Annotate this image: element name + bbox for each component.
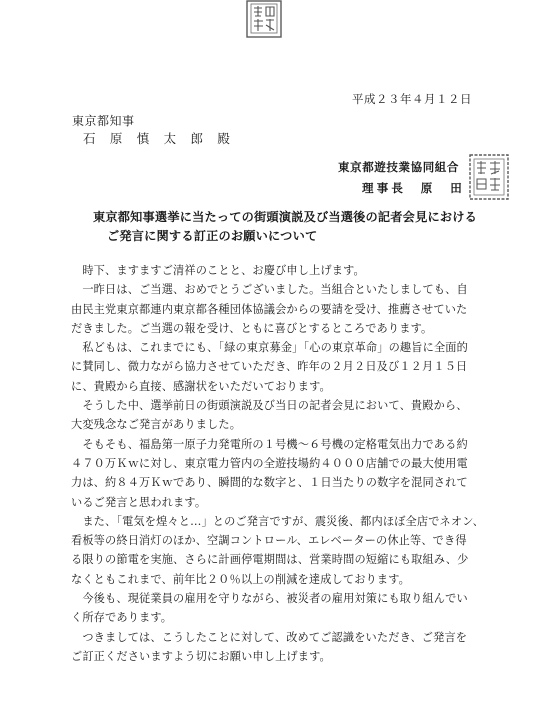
receipt-stamp-icon bbox=[244, 0, 284, 40]
body-line: 力は、約８４万Ｋｗであり、瞬間的な数字と、１日当たりの数字を混同されて bbox=[71, 476, 468, 490]
body-line: に賛同し、微力ながら協力させていただき、昨年の２月２日及び１２月１５日 bbox=[71, 360, 468, 374]
letter-body bbox=[71, 261, 491, 666]
body-line: 一昨日は、ご当選、おめでとうございました。当組合といたしましても、自 bbox=[71, 283, 468, 297]
body-line: そうした中、選挙前日の街頭演説及び当日の記者会見において、貴殿から、 bbox=[71, 399, 468, 413]
sender-seal-icon bbox=[466, 152, 512, 204]
body-line: 時下、ますますご清祥のことと、お慶び申し上げます。 bbox=[71, 264, 365, 277]
body-line: だきました。ご当選の報を受け、ともに喜びとするところであります。 bbox=[71, 321, 433, 335]
body-line: なくともこれまで、前年比２０％以上の削減を達成しております。 bbox=[71, 572, 411, 586]
letter-subject bbox=[93, 208, 477, 246]
body-line: いるご発言と思われます。 bbox=[71, 495, 207, 509]
sender-organization: 東京都遊技業協同組合 bbox=[338, 160, 459, 174]
body-line: る限りの節電を実施、さらに計画停電期間は、営業時間の短縮にも取組み、少 bbox=[71, 553, 469, 567]
body-line: つきましては、こうしたことに対して、改めてご認識をいただき、ご発言を bbox=[71, 630, 468, 644]
sender-name: 理事長 原 田 bbox=[362, 181, 465, 195]
recipient-organization: 東京都知事 bbox=[72, 114, 135, 128]
body-line: そもそも、福島第一原子力発電所の１号機～６号機の定格電気出力である約 bbox=[71, 437, 468, 451]
subject-line: ご発言に関する訂正のお願いについて bbox=[107, 229, 318, 243]
body-line: ご訂正くださいますよう切にお願い申し上げます。 bbox=[71, 649, 331, 663]
body-line: 大変残念なご発言がありました。 bbox=[71, 418, 242, 432]
recipient-name: 石 原 慎 太 郎 殿 bbox=[83, 131, 236, 146]
letter-date: 平成２３年４月１２日 bbox=[352, 92, 472, 106]
body-line: 私どもは、これまでにも、「緑の東京募金」「心の東京革命」の趣旨に全面的 bbox=[71, 341, 468, 355]
body-line: ４７０万Ｋｗに対し、東京電力管内の全遊技場約４０００店舗での最大使用電 bbox=[71, 456, 468, 470]
body-line: く所存であります。 bbox=[71, 611, 173, 625]
body-line: 由民主党東京都連内東京都各種団体協議会からの要請を受け、推薦させていた bbox=[71, 302, 468, 316]
subject-line: 東京都知事選挙に当たっての街頭演説及び当選後の記者会見における bbox=[93, 210, 478, 224]
body-line: また、「電気を煌々と…」とのご発言ですが、震災後、都内ほぼ全店でネオン、 bbox=[71, 514, 484, 528]
body-line: 看板等の終日消灯のほか、空調コントロール、エレベーターの休止等、でき得 bbox=[71, 534, 467, 548]
body-line: 今後も、現従業員の雇用を守りながら、被災者の雇用対策にも取り組んでい bbox=[71, 592, 468, 606]
body-line: に、貴殿から直接、感謝状をいただいております。 bbox=[71, 379, 331, 393]
